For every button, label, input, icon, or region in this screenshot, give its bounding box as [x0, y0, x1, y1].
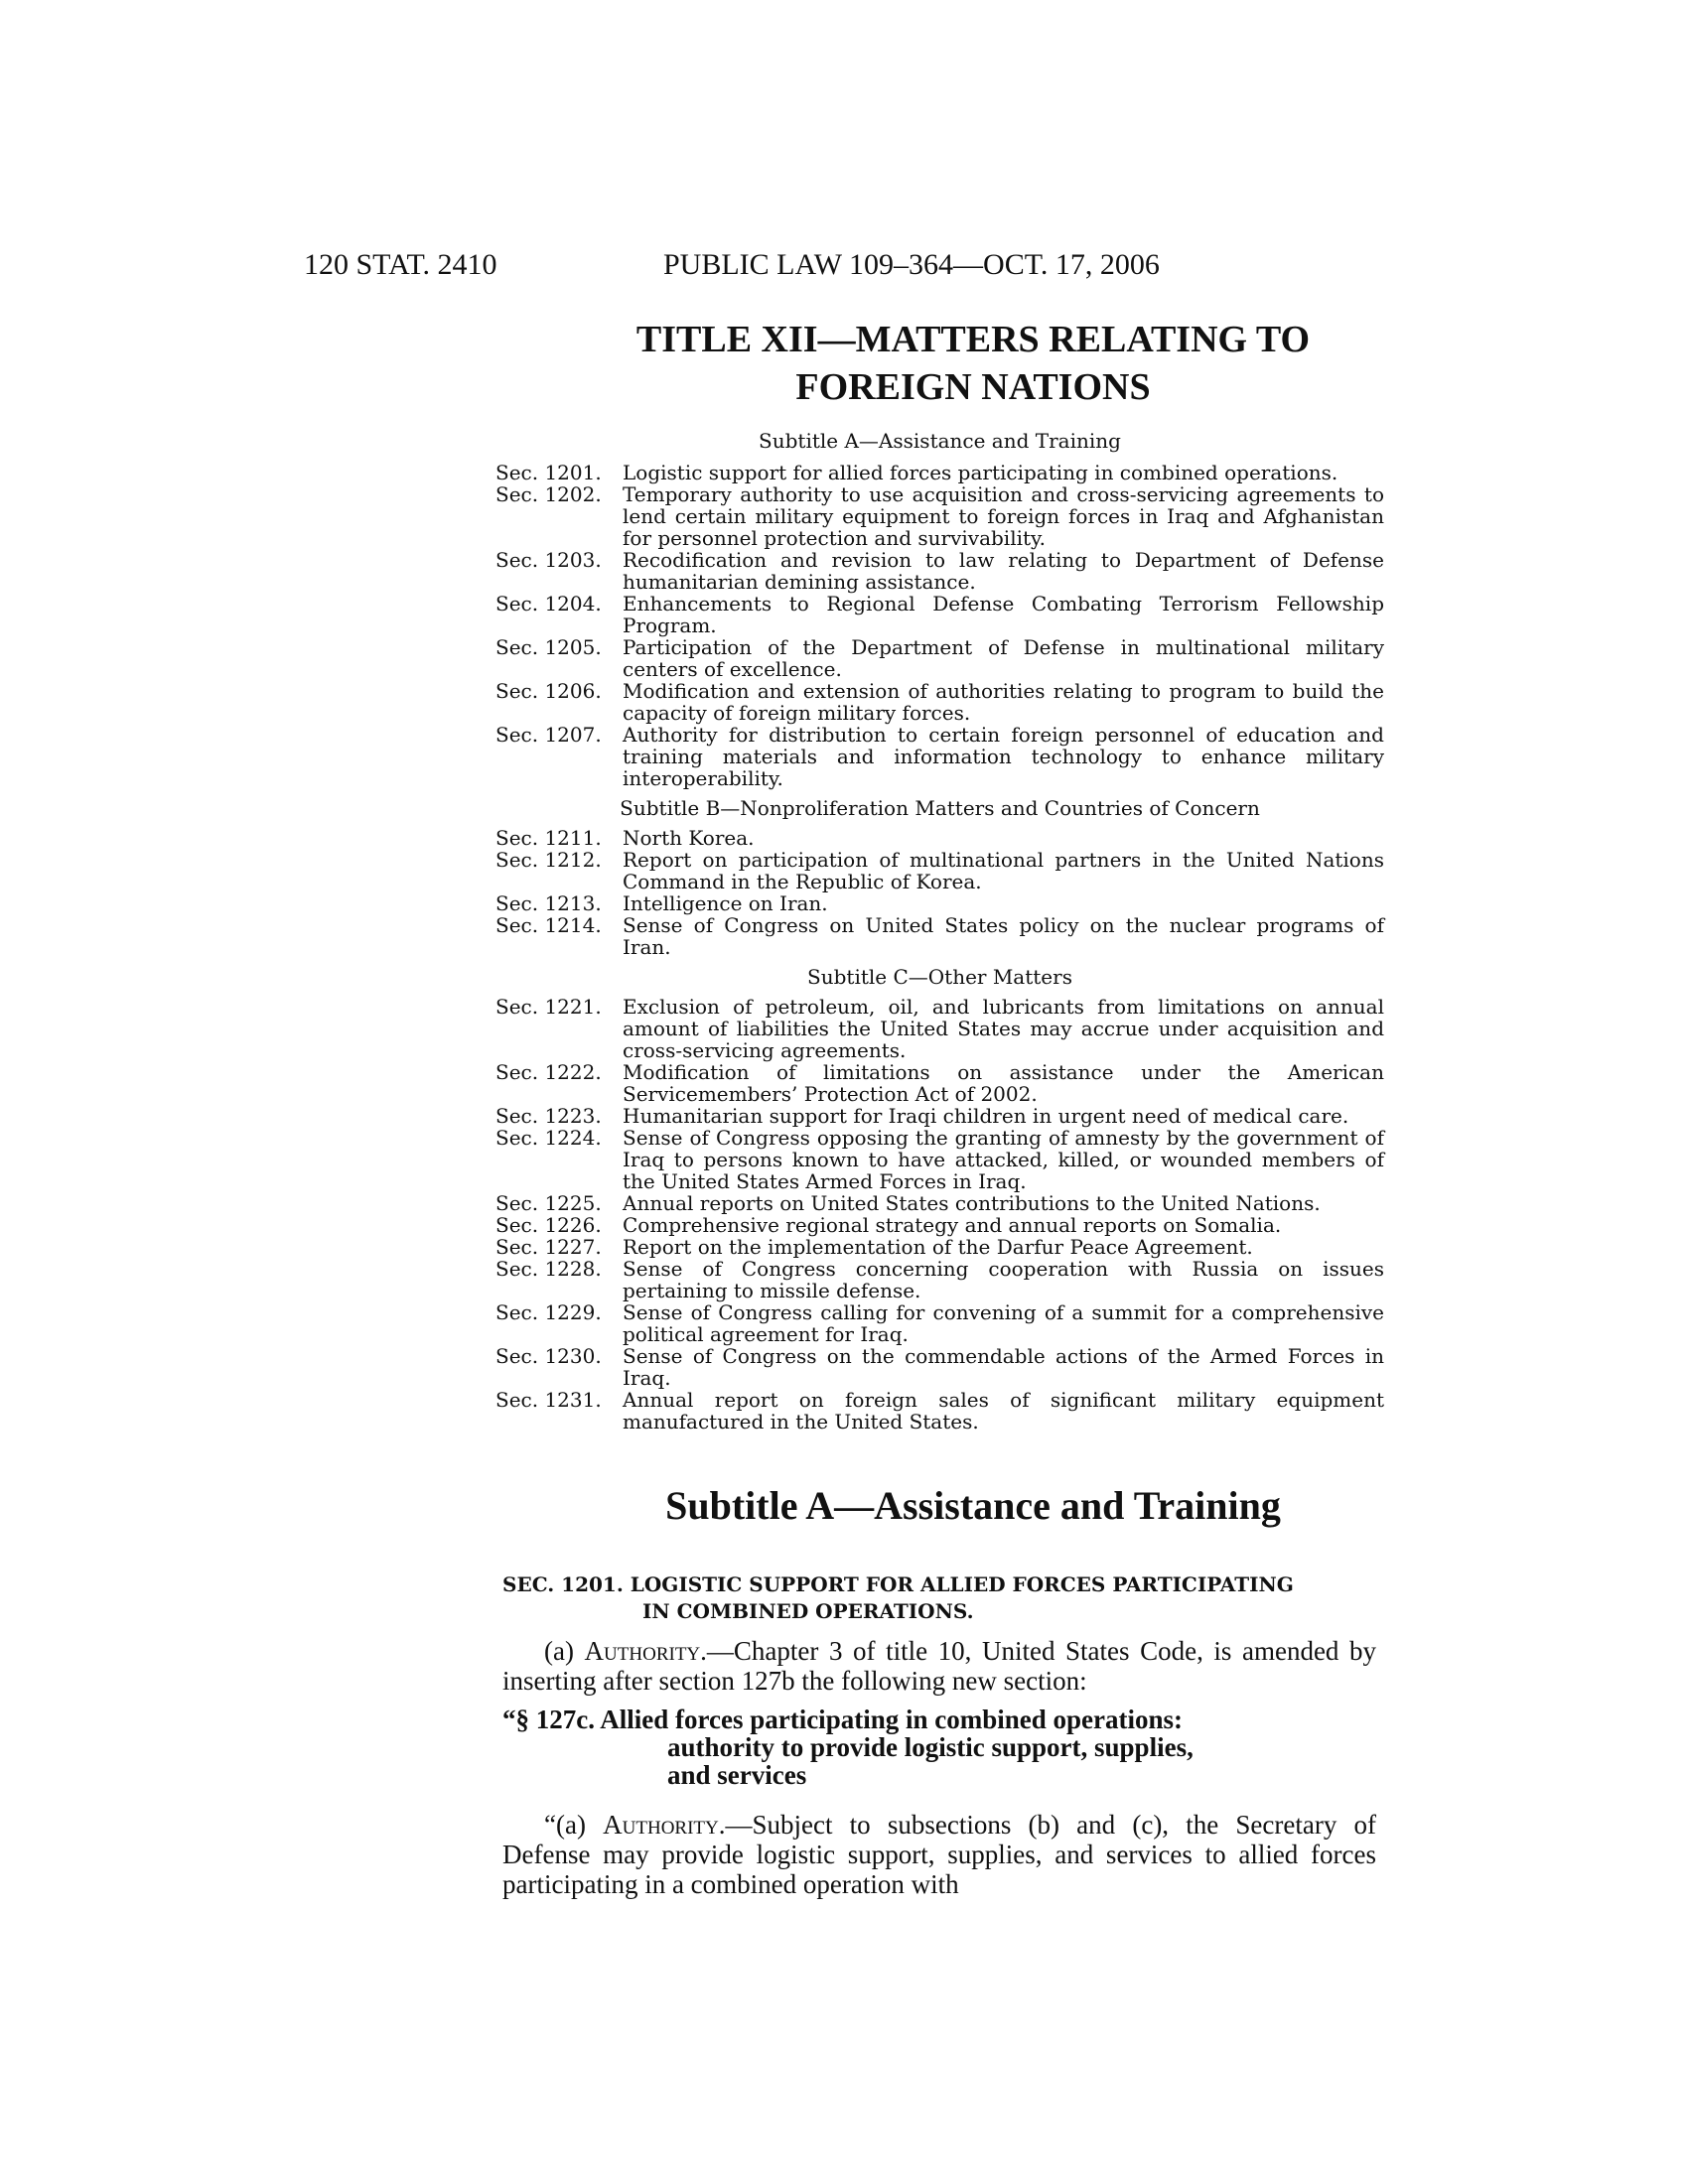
section-1201-heading — [502, 1571, 1376, 1625]
toc-list-c — [495, 996, 1384, 1433]
toc-entry-number: Sec. 1203. — [495, 548, 602, 572]
toc-entry-text: Sense of Congress on the commendable actions of the Armed Forces in Iraq. — [623, 1344, 1384, 1390]
toc-entry-text: Exclusion of petroleum, oil, and lubricants from limitations on annual amount of liabilities the United States may accrue under acquisition and cross-servicing agreements. — [623, 995, 1384, 1062]
title-line-1: TITLE XII—MATTERS RELATING TO — [635, 319, 1311, 360]
title-heading — [477, 316, 1470, 411]
title-line-2: FOREIGN NATIONS — [795, 366, 1151, 408]
toc-entry — [495, 483, 1384, 549]
section-127c-heading — [502, 1706, 1376, 1789]
toc-entry-text: Annual report on foreign sales of significant military equipment manufactured in the United States. — [623, 1388, 1384, 1433]
toc-entry — [495, 724, 1384, 789]
toc-subtitle-c: Subtitle C—Other Matters — [807, 965, 1072, 989]
toc-subtitle-b: Subtitle B—Nonproliferation Matters and Countries of Concern — [620, 796, 1260, 820]
toc-entry-number: Sec. 1211. — [495, 826, 602, 850]
toc-entry-text: Sense of Congress concerning cooperation with Russia on issues pertaining to missile defense. — [623, 1257, 1384, 1302]
paragraph-authority-amendment — [502, 1636, 1376, 1696]
toc-entry-text: Sense of Congress on United States policy on the nuclear programs of Iran. — [623, 913, 1384, 959]
toc-entry — [495, 1127, 1384, 1192]
section-heading-line-2: IN COMBINED OPERATIONS. — [642, 1599, 974, 1623]
toc-entry-text: Report on the implementation of the Darfur Peace Agreement. — [623, 1235, 1253, 1259]
section-heading-line-1: SEC. 1201. LOGISTIC SUPPORT FOR ALLIED FORCES PARTICIPATING — [502, 1572, 1294, 1596]
toc-entry-text: Annual reports on United States contributions to the United Nations. — [623, 1191, 1321, 1215]
toc-entry-number: Sec. 1212. — [495, 848, 602, 872]
toc-entry-number: Sec. 1204. — [495, 592, 602, 615]
paragraph-heading-smallcaps: Authority — [603, 1810, 719, 1840]
toc-entry-number: Sec. 1214. — [495, 913, 602, 937]
toc-entry-text: Sense of Congress opposing the granting of amnesty by the government of Iraq to persons known to have attacked, killed, or wounded members of the United States Armed Forces in Iraq. — [623, 1126, 1384, 1193]
toc-entry-number: Sec. 1202. — [495, 482, 602, 506]
toc-subtitle-a: Subtitle A—Assistance and Training — [759, 429, 1121, 453]
toc-entry — [495, 1345, 1384, 1389]
toc-entry-text: Report on participation of multinational partners in the United Nations Command in the Republic of Korea. — [623, 848, 1384, 893]
toc-entry-number: Sec. 1228. — [495, 1257, 602, 1281]
toc-entry — [495, 892, 1384, 914]
section-127c-line-2: authority to provide logistic support, supplies, — [667, 1732, 1194, 1762]
toc-entry — [495, 1258, 1384, 1301]
toc-entry — [495, 849, 1384, 892]
toc-entry-number: Sec. 1226. — [495, 1213, 602, 1237]
toc-entry-text: North Korea. — [623, 826, 755, 850]
toc-entry — [495, 996, 1384, 1061]
toc-entry-number: Sec. 1230. — [495, 1344, 602, 1368]
toc-entry — [495, 1061, 1384, 1105]
toc-entry — [495, 1236, 1384, 1258]
table-of-contents — [495, 430, 1384, 1433]
toc-entry-text: Enhancements to Regional Defense Combating Terrorism Fellowship Program. — [623, 592, 1384, 637]
public-law-header: PUBLIC LAW 109–364—OCT. 17, 2006 — [663, 248, 1160, 281]
toc-entry-number: Sec. 1206. — [495, 679, 602, 703]
toc-entry-number: Sec. 1221. — [495, 995, 602, 1019]
toc-entry-number: Sec. 1201. — [495, 461, 602, 484]
paragraph-127c-authority — [502, 1810, 1376, 1899]
toc-entry-text: Comprehensive regional strategy and annual reports on Somalia. — [623, 1213, 1282, 1237]
paragraph-text: .—Subject to subsections (b) and (c), the Secretary of Defense may provide logistic support, supplies, and services to allied forces participating in a combined operation with — [502, 1810, 1377, 1899]
toc-entry-text: Authority for distribution to certain foreign personnel of education and training materials and information technology to enhance military interoperability. — [623, 723, 1384, 790]
toc-entry-text: Modification of limitations on assistance under the American Servicemembers’ Protection Act of 2002. — [623, 1060, 1384, 1106]
toc-entry — [495, 1105, 1384, 1127]
toc-entry — [495, 1214, 1384, 1236]
toc-entry-number: Sec. 1205. — [495, 635, 602, 659]
toc-list-b — [495, 827, 1384, 958]
toc-entry-text: Temporary authority to use acquisition and cross-servicing agreements to lend certain military equipment to foreign forces in Iraq and Afghanistan for personnel protection and survivability. — [623, 482, 1384, 550]
toc-entry — [495, 680, 1384, 724]
subtitle-a-heading: Subtitle A—Assistance and Training — [665, 1483, 1281, 1528]
paragraph-heading-smallcaps: Authority — [584, 1636, 701, 1666]
paragraph-label: (a) — [544, 1636, 585, 1666]
toc-entry-text: Sense of Congress calling for convening of a summit for a comprehensive political agreement for Iraq. — [623, 1300, 1384, 1346]
toc-entry-text: Participation of the Department of Defense in multinational military centers of excellence. — [623, 635, 1384, 681]
toc-entry — [495, 462, 1384, 483]
paragraph-text: .—Chapter 3 of title 10, United States Code, is amended by inserting after section 127b the following new section: — [502, 1636, 1377, 1696]
toc-entry-text: Humanitarian support for Iraqi children in urgent need of medical care. — [623, 1104, 1349, 1128]
toc-entry-text: Intelligence on Iran. — [623, 891, 828, 915]
toc-entry-number: Sec. 1213. — [495, 891, 602, 915]
toc-entry — [495, 1389, 1384, 1433]
toc-entry — [495, 549, 1384, 593]
toc-entry — [495, 593, 1384, 636]
toc-entry — [495, 827, 1384, 849]
toc-entry-number: Sec. 1227. — [495, 1235, 602, 1259]
toc-entry — [495, 914, 1384, 958]
paragraph-label: “(a) — [544, 1810, 604, 1840]
toc-entry-number: Sec. 1224. — [495, 1126, 602, 1150]
page-stat-reference: 120 STAT. 2410 — [304, 248, 497, 281]
toc-list-a — [495, 462, 1384, 789]
toc-entry — [495, 1301, 1384, 1345]
toc-entry-text: Modification and extension of authorities relating to program to build the capacity of foreign military forces. — [623, 679, 1384, 725]
toc-entry-text: Logistic support for allied forces participating in combined operations. — [623, 461, 1338, 484]
toc-entry-text: Recodification and revision to law relating to Department of Defense humanitarian demining assistance. — [623, 548, 1384, 594]
toc-entry — [495, 1192, 1384, 1214]
toc-entry-number: Sec. 1207. — [495, 723, 602, 747]
toc-entry-number: Sec. 1225. — [495, 1191, 602, 1215]
section-127c-line-3: and services — [667, 1760, 807, 1790]
toc-entry-number: Sec. 1222. — [495, 1060, 602, 1084]
toc-entry — [495, 636, 1384, 680]
toc-entry-number: Sec. 1229. — [495, 1300, 602, 1324]
section-127c-line-1: “§ 127c. Allied forces participating in combined operations: — [502, 1705, 1183, 1734]
toc-entry-number: Sec. 1223. — [495, 1104, 602, 1128]
toc-entry-number: Sec. 1231. — [495, 1388, 602, 1412]
